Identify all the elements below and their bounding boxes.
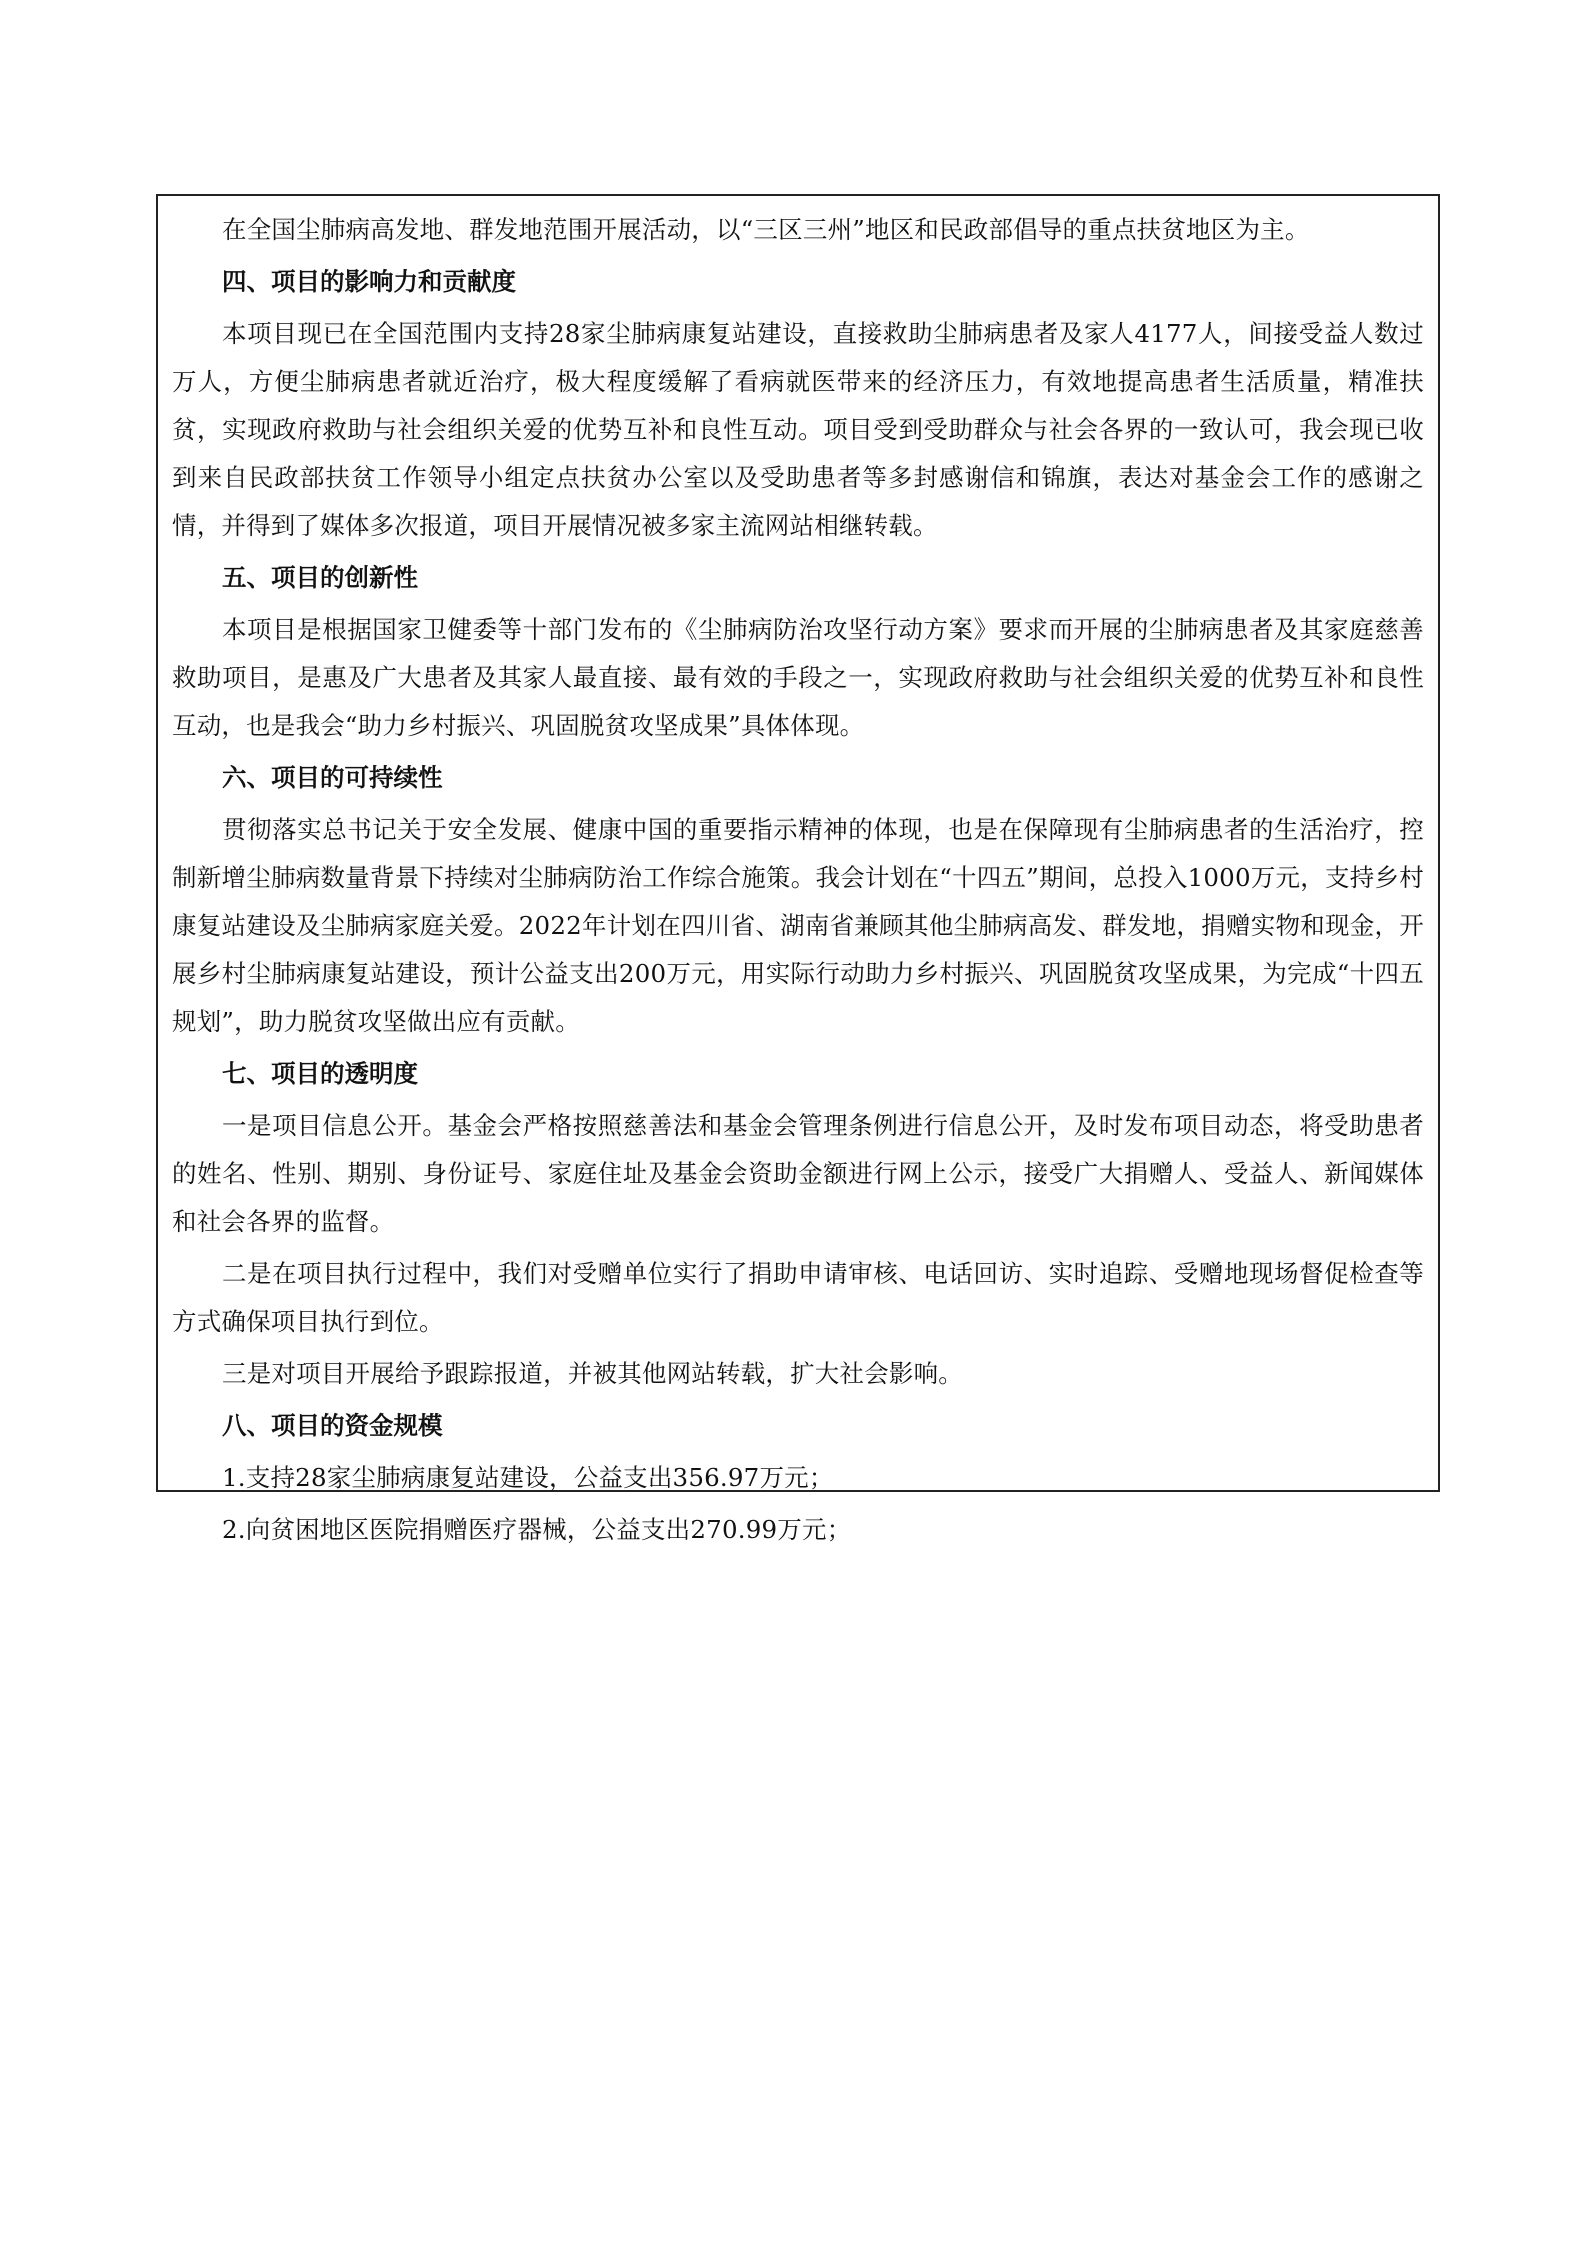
heading-impact: 四、项目的影响力和贡献度: [222, 267, 516, 296]
paragraph-transparency-2: 二是在项目执行过程中，我们对受赠单位实行了捐助申请审核、电话回访、实时追踪、受赠地现场督促检查等方式确保项目执行到位。: [172, 1259, 1424, 1336]
funding-item-1: 1.支持28家尘肺病康复站建设，公益支出356.97万元；: [222, 1463, 834, 1492]
heading-transparency: 七、项目的透明度: [222, 1059, 418, 1088]
heading-funding: 八、项目的资金规模: [222, 1411, 443, 1440]
paragraph-sustainability: 贯彻落实总书记关于安全发展、健康中国的重要指示精神的体现，也是在保障现有尘肺病患者的生活治疗，控制新增尘肺病数量背景下持续对尘肺病防治工作综合施策。我会计划在“十四五”期间，总投入1000万元，支持乡村康复站建设及尘肺病家庭关爱。2022年计划在四川省、湖南省兼顾其他尘肺病高发、群发地，捐赠实物和现金，开展乡村尘肺病康复站建设，预计公益支出200万元，用实际行动助力乡村振兴、巩固脱贫攻坚成果，为完成“十四五规划”，助力脱贫攻坚做出应有贡献。: [172, 815, 1424, 1036]
paragraph-impact: 本项目现已在全国范围内支持28家尘肺病康复站建设，直接救助尘肺病患者及家人4177人，间接受益人数过万人，方便尘肺病患者就近治疗，极大程度缓解了看病就医带来的经济压力，有效地提高患者生活质量，精准扶贫，实现政府救助与社会组织关爱的优势互补和良性互动。项目受到受助群众与社会各界的一致认可，我会现已收到来自民政部扶贫工作领导小组定点扶贫办公室以及受助患者等多封感谢信和锦旗，表达对基金会工作的感谢之情，并得到了媒体多次报道，项目开展情况被多家主流网站相继转载。: [172, 319, 1424, 540]
paragraph-transparency-3: 三是对项目开展给予跟踪报道，并被其他网站转载，扩大社会影响。: [222, 1359, 963, 1388]
paragraph-innovation: 本项目是根据国家卫健委等十部门发布的《尘肺病防治攻坚行动方案》要求而开展的尘肺病患者及其家庭慈善救助项目，是惠及广大患者及其家人最直接、最有效的手段之一，实现政府救助与社会组织关爱的优势互补和良性互动，也是我会“助力乡村振兴、巩固脱贫攻坚成果”具体体现。: [172, 615, 1424, 740]
heading-sustainability: 六、项目的可持续性: [222, 763, 443, 792]
paragraph-activity-scope: 在全国尘肺病高发地、群发地范围开展活动，以“三区三州”地区和民政部倡导的重点扶贫地区为主。: [222, 215, 1310, 244]
document-frame: [156, 194, 1440, 1544]
funding-item-2: 2.向贫困地区医院捐赠医疗器械，公益支出270.99万元；: [222, 1515, 852, 1544]
paragraph-transparency-1: 一是项目信息公开。基金会严格按照慈善法和基金会管理条例进行信息公开，及时发布项目动态，将受助患者的姓名、性别、期别、身份证号、家庭住址及基金会资助金额进行网上公示，接受广大捐赠人、受益人、新闻媒体和社会各界的监督。: [172, 1111, 1424, 1236]
heading-innovation: 五、项目的创新性: [222, 563, 418, 592]
